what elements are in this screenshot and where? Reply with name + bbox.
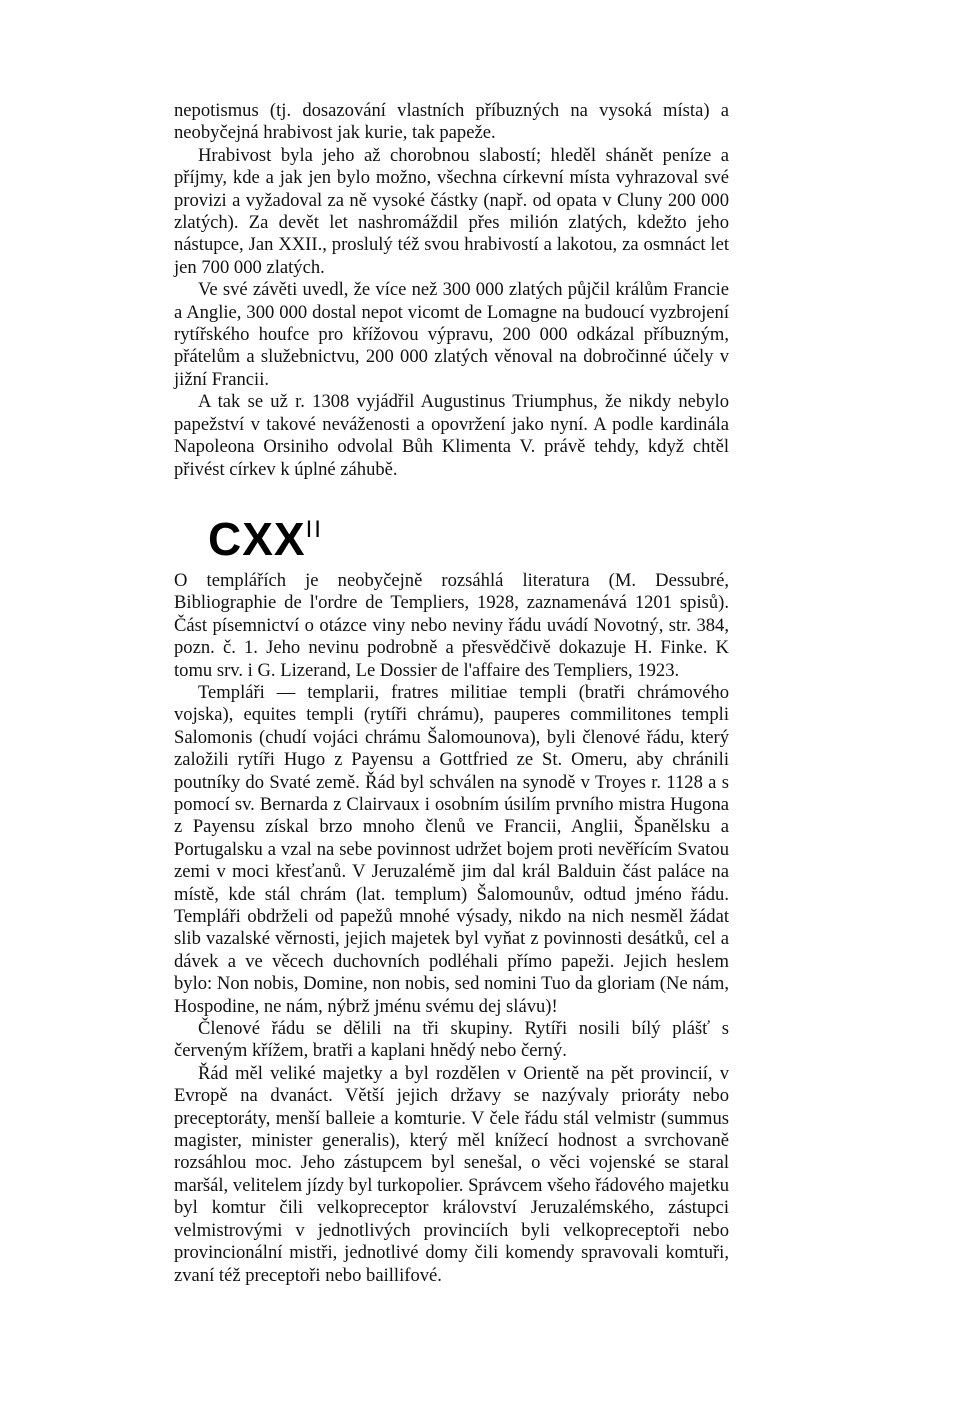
paragraph: nepotismus (tj. dosazování vlastních příbuzných na vysoká místa) a neobyčejná hrabivost jak kurie, tak papeže. [174,100,729,144]
paragraph: Ve své závěti uvedl, že více než 300 000 zlatých půjčil králům Francie a Anglie, 300 000 dostal nepot vicomt de Lomagne na budoucí vyzbrojení rytířského houfce pro křížovou výpravu, 200 000 odkázal příbuzným, přátelům a služebnictvu, 200 000 zlatých věnoval na dobročinné účely v jižní Francii. [174,279,729,390]
paragraph: Řád měl veliké majetky a byl rozdělen v Orientě na pět provincií, v Evropě na dvanáct. Větší jejich državy se nazývaly prioráty nebo preceptoráty, menší balleie a komturie. V čele řádu stál velmistr (summus magister, minister generalis), který měl knížecí hodnost a svrchovaně rozsáhlou moc. Jeho zástupcem byl senešal, o věci vojenské se staral maršál, velitelem jízdy byl turkopolier. Správcem všeho řádového majetku byl komtur čili velkopreceptor království Jeruzalémského, zástupci velmistrovými v jednotlivých provinciích byli velkopreceptoři nebo provincionální mistři, jednotlivé domy čili komendy spravovali komtuři, zvaní též preceptoři nebo baillifové. [174,1062,729,1286]
paragraph: Hrabivost byla jeho až chorobnou slabostí; hleděl shánět peníze a příjmy, kde a jak jen bylo možno, všechna církevní místa vyhrazoval své provizi a vyžadoval za ně vysoké částky (např. od opata v Cluny 200 000 zlatých). Za devět let nashromáždil přes milión zlatých, kdežto jeho nástupce, Jan XXII., proslulý též svou hrabivostí a lakotou, za osmnáct let jen 700 000 zlatých. [174,144,729,278]
paragraph: A tak se už r. 1308 vyjádřil Augustinus Triumphus, že nikdy nebylo papežství v takové neváženosti a opovržení jako nyní. A podle kardinála Napoleona Orsiniho odvolal Bůh Klimenta V. právě tehdy, když chtěl přivést církev k úplné záhubě. [174,391,729,480]
paragraph: Členové řádu se dělili na tři skupiny. Rytíři nosili bílý plášť s červeným křížem, bratři a kaplani hnědý nebo černý. [174,1018,729,1062]
chapter-numeral-superscript: II [305,515,323,543]
paragraph: Templáři — templarii, fratres militiae templi (bratři chrámového vojska), equites templi (rytíři chrámu), pauperes commilitones templi Salomonis (chudí vojáci chrámu Šalomounova), byli členové řádu, který založili rytíři Hugo z Payensu a Gottfried ze St. Omeru, aby chránili poutníky do Svaté země. Řád byl schválen na synodě v Troyes r. 1128 a s pomocí sv. Bernarda z Clairvaux i osobním úsilím prvního mistra Hugona z Payensu získal brzo mnoho členů ve Francii, Anglii, Španělsku a Portugalsku a vzal na sebe povinnost udržet bojem proti nevěřícím Svatou zemi v moci křesťanů. V Jeruzalémě jim dal král Balduin část paláce na místě, kde stál chrám (lat. templum) Šalomounův, odtud jméno řádu. Templáři obdrželi od papežů mnohé výsady, nikdo na nich nesměl žádat slib vazalské věrnosti, jejich majetek byl vyňat z povinnosti desátků, cel a dávek a ve věcech duchovních podléhali přímo papeži. Jejich heslem bylo: Non nobis, Domine, non nobis, sed nomini Tuo da gloriam (Ne nám, Hospodine, ne nám, nýbrž jménu svému dej slávu)! [174,681,729,1017]
chapter-numeral: CXX [208,512,306,565]
page-text [174,100,729,1287]
chapter-heading [174,505,729,564]
paragraph: O templářích je neobyčejně rozsáhlá literatura (M. Dessubré, Bibliographie de l'ordre de Templiers, 1928, zaznamenává 1201 spisů). Část písemnictví o otázce viny nebo neviny řádu uvádí Novotný, str. 384, pozn. č. 1. Jeho nevinu podrobně a přesvědčivě dokazuje H. Finke. K tomu srv. i G. Lizerand, Le Dossier de l'affaire des Templiers, 1923. [174,569,729,681]
